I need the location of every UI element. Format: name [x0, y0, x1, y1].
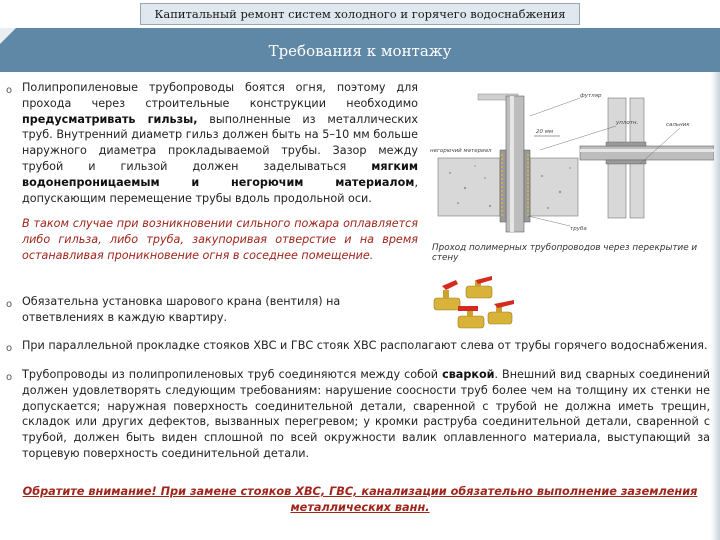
vertical-pipe	[506, 96, 524, 232]
ball-valves-image	[428, 276, 518, 338]
leader-4	[528, 216, 570, 226]
label-fill: сальник	[666, 122, 690, 128]
text-run: , допускающим перемещение трубы вдоль продольной оси.	[22, 175, 418, 205]
paragraph-fire-note: В таком случае при возникновении сильного пожара оплавляется либо гильза, либо труба, закупоривая отверстие и на время останавливая проникновение огня в соседнее помещение.	[22, 217, 418, 262]
pipe-passage-diagram	[430, 88, 714, 238]
bold-run: мягким водонепроницаемым и негорючим материалом	[22, 159, 418, 189]
pipe-highlight	[510, 96, 514, 232]
label-left-note: негорючий материал	[430, 148, 492, 154]
valve-4	[488, 300, 514, 324]
warning-note: Обратите внимание! При замене стояков ХВС, ГВС, канализации обязательно выполнение заземления металлических ванн.	[22, 485, 698, 514]
section-banner	[0, 28, 720, 72]
corner-fold-decoration	[0, 28, 16, 44]
text-run: выполненные из металлических труб. Внутренний диаметр гильз должен быть на 5–10 мм больше наружного диаметра прокладываемой трубы. Зазор между трубой и гильзой должен заделываться	[22, 112, 418, 173]
diagram-caption: Проход полимерных трубопроводов через перекрытие и стену	[432, 243, 698, 263]
concrete-slab-left	[438, 158, 500, 216]
paragraph-sleeves	[22, 80, 418, 206]
valve-2	[466, 276, 492, 298]
paragraph-riser-order: При параллельной прокладке стояков ХВС и ГВС стояк ХВС располагают слева от трубы горячего водоснабжения.	[22, 339, 708, 352]
text-run: Полипропиленовые трубопроводы боятся огня, поэтому для прохода через строительные конструкции необходимо	[22, 81, 418, 110]
paragraph-ball-valve: Обязательна установка шарового крана (вентиля) на ответвлениях в каждую квартиру.	[22, 295, 341, 324]
label-pipe: труба	[570, 226, 587, 232]
bold-run: предусматривать гильзы,	[22, 112, 198, 126]
text-run: Трубопроводы из полипропиленовых труб соединяются между собой	[22, 368, 443, 381]
hpipe-highlight	[580, 149, 714, 152]
concrete-slab-right	[530, 158, 578, 216]
label-sleeve: футляр	[580, 93, 602, 99]
leader-1	[530, 98, 580, 116]
bullet-marker: o	[6, 299, 13, 310]
bullet-marker: o	[6, 343, 13, 354]
sleeve-left	[500, 150, 506, 222]
sleeve-right	[524, 150, 530, 222]
section-title: Требования к монтажу	[268, 42, 452, 60]
wall-sleeve-bottom	[606, 160, 646, 164]
label-gap: 20 мм	[536, 129, 554, 135]
wall-sleeve-top	[606, 142, 646, 146]
valve-1	[434, 280, 460, 310]
valve-3	[458, 306, 484, 328]
bullet-marker: o	[6, 85, 13, 96]
paragraph-welding	[22, 367, 710, 462]
text-run: . Внешний вид сварных соединений должен удовлетворять следующим требованиям: нарушение соосности труб более чем на толщину их стенки не допускается; наружная поверхность соединительной детали, сваренной с трубой не должна иметь трещин, складок или других дефектов, вызванных перегревом; у кромки раструба соединительной детали, сваренной с трубой, должен быть виден сплошной по всей окружности валик оплавленного материала, выступающий за торцевую поверхность соединительной детали.	[22, 368, 710, 460]
bold-run: сваркой	[442, 368, 495, 381]
presentation-title: Капитальный ремонт систем холодного и горячего водоснабжения	[140, 3, 580, 25]
label-seal: уплотн.	[616, 120, 639, 126]
bullet-marker: o	[6, 372, 13, 383]
top-bar	[0, 0, 720, 28]
